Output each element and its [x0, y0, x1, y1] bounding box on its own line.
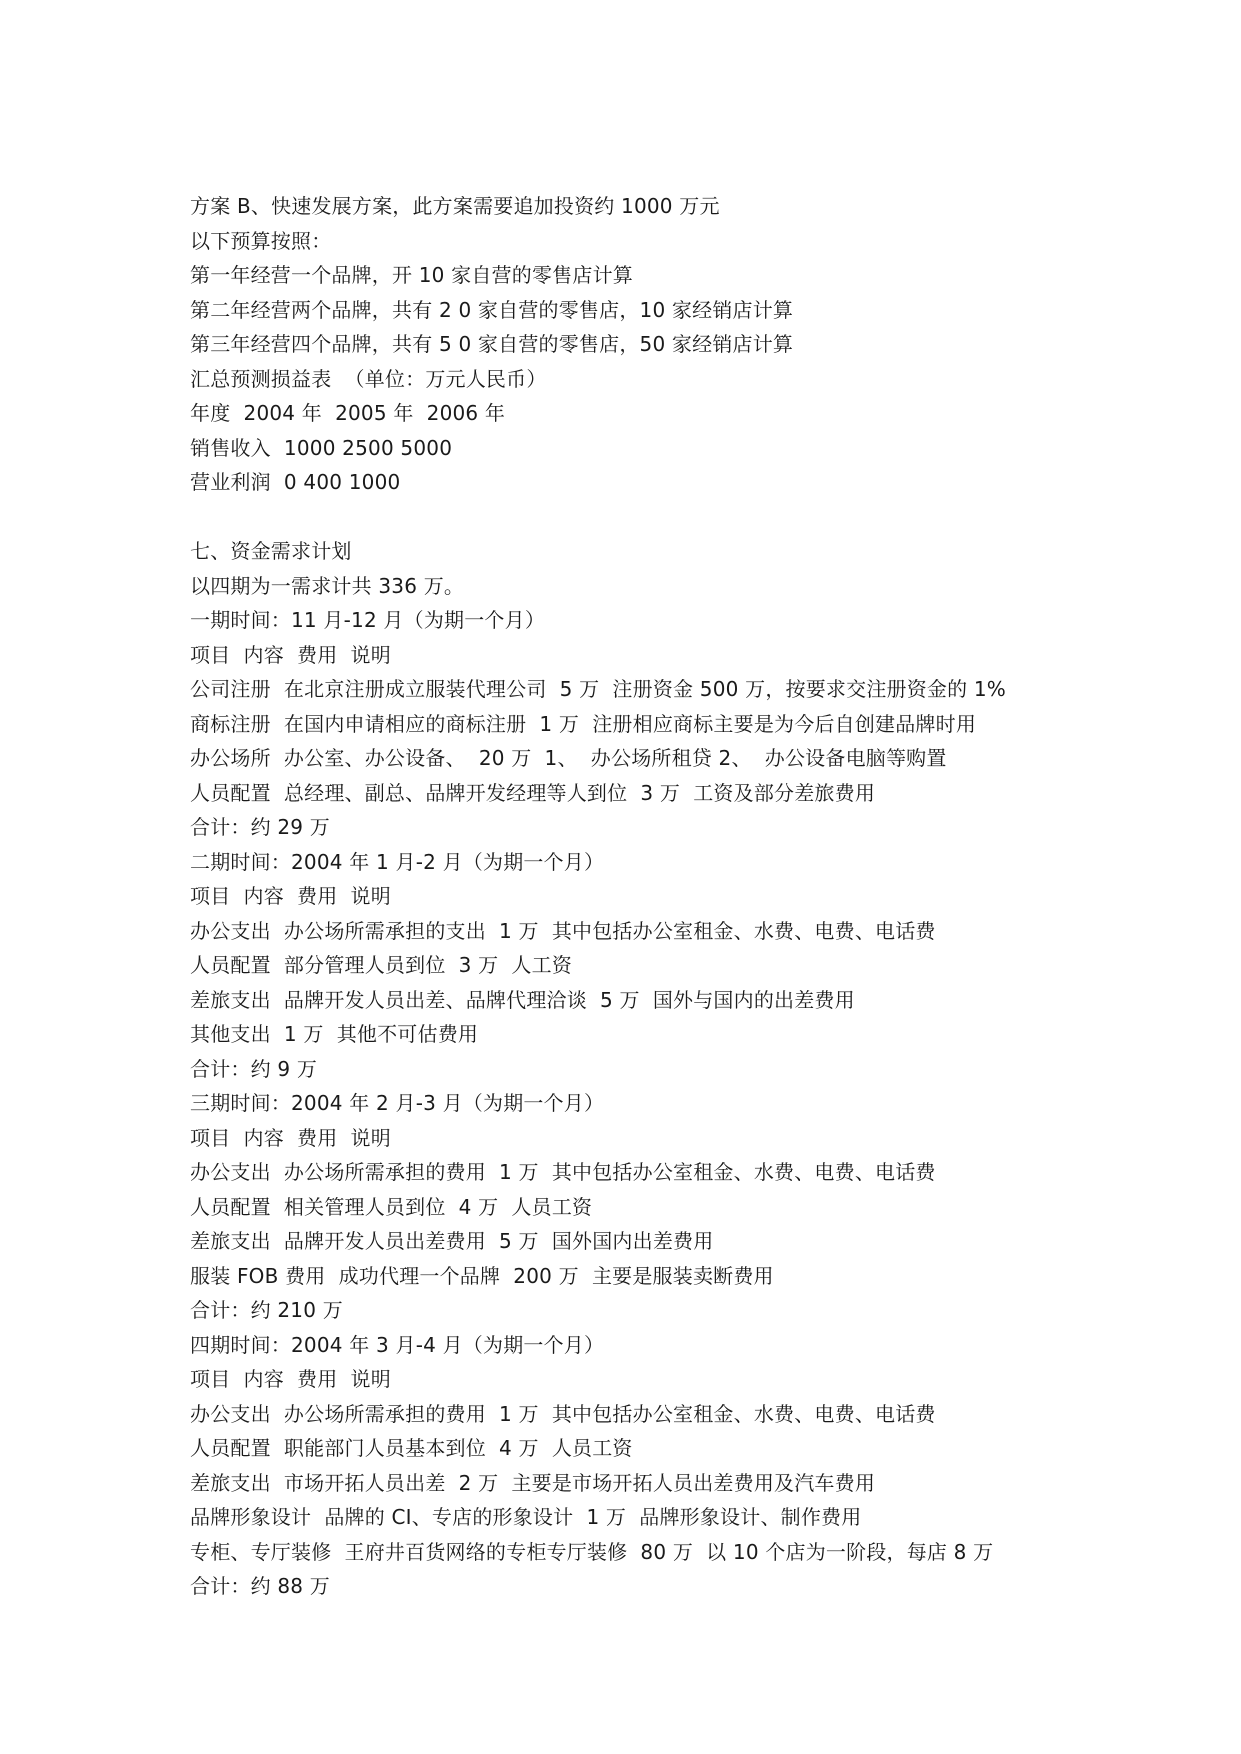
text-line: 合计：约 9 万: [190, 1056, 318, 1081]
text-line: 办公支出 办公场所需承担的费用 1 万 其中包括办公室租金、水费、电费、电话费: [190, 1401, 936, 1426]
text-line: 人员配置 相关管理人员到位 4 万 人员工资: [190, 1194, 593, 1219]
budget-section: [190, 189, 1190, 500]
document-body: [190, 189, 1190, 1604]
text-line: 一期时间：11 月-12 月（为期一个月）: [190, 608, 546, 632]
text-line: 汇总预测损益表 （单位：万元人民币）: [190, 366, 547, 391]
text-line: 差旅支出 市场开拓人员出差 2 万 主要是市场开拓人员出差费用及汽车费用: [190, 1470, 876, 1495]
text-line: 项目 内容 费用 说明: [190, 1125, 391, 1150]
text-line: 项目 内容 费用 说明: [190, 642, 391, 667]
text-line: 人员配置 总经理、副总、品牌开发经理等人到位 3 万 工资及部分差旅费用: [190, 780, 876, 805]
text-line: 差旅支出 品牌开发人员出差费用 5 万 国外国内出差费用: [190, 1229, 714, 1253]
section-heading: 七、资金需求计划: [190, 539, 352, 563]
text-line: 第二年经营两个品牌，共有 2 0 家自营的零售店，10 家经销店计算: [190, 297, 794, 322]
text-line: 方案 B、快速发展方案，此方案需要追加投资约 1000 万元: [190, 194, 720, 218]
text-line: 合计：约 88 万: [190, 1574, 330, 1598]
text-line: 销售收入 1000 2500 5000: [190, 435, 453, 460]
text-line: 公司注册 在北京注册成立服装代理公司 5 万 注册资金 500 万，按要求交注册资金的 1%: [190, 677, 1007, 701]
paragraph-gap: [190, 500, 1190, 535]
text-line: 商标注册 在国内申请相应的商标注册 1 万 注册相应商标主要是为今后自创建品牌时用: [190, 711, 977, 736]
text-line: 二期时间：2004 年 1 月-2 月（为期一个月）: [190, 849, 605, 874]
text-line: 品牌形象设计 品牌的 CI、专店的形象设计 1 万 品牌形象设计、制作费用: [190, 1505, 862, 1529]
text-line: 项目 内容 费用 说明: [190, 1367, 391, 1391]
text-line: 人员配置 部分管理人员到位 3 万 人工资: [190, 953, 573, 977]
text-line: 办公支出 办公场所需承担的费用 1 万 其中包括办公室租金、水费、电费、电话费: [190, 1160, 936, 1184]
text-line: 人员配置 职能部门人员基本到位 4 万 人员工资: [190, 1436, 633, 1460]
text-line: 四期时间：2004 年 3 月-4 月（为期一个月）: [190, 1332, 605, 1357]
text-line: 以下预算按照：: [190, 228, 332, 253]
text-line: 三期时间：2004 年 2 月-3 月（为期一个月）: [190, 1091, 605, 1115]
text-line: 服装 FOB 费用 成功代理一个品牌 200 万 主要是服装卖断费用: [190, 1263, 774, 1288]
text-line: 第一年经营一个品牌，开 10 家自营的零售店计算: [190, 263, 633, 287]
funding-plan-section: [190, 534, 1190, 1604]
text-line: 年度 2004 年 2005 年 2006 年: [190, 401, 506, 425]
text-line: 专柜、专厅装修 王府井百货网络的专柜专厅装修 80 万 以 10 个店为一阶段，每店 8 万: [190, 1539, 994, 1564]
text-line: 办公支出 办公场所需承担的支出 1 万 其中包括办公室租金、水费、电费、电话费: [190, 918, 936, 943]
text-line: 以四期为一需求计共 336 万。: [190, 573, 465, 598]
text-line: 办公场所 办公室、办公设备、 20 万 1、 办公场所租贷 2、 办公设备电脑等购置: [190, 746, 947, 770]
text-line: 其他支出 1 万 其他不可估费用: [190, 1022, 479, 1046]
text-line: 营业利润 0 400 1000: [190, 470, 401, 494]
text-line: 合计：约 210 万: [190, 1298, 343, 1322]
text-line: 项目 内容 费用 说明: [190, 884, 391, 908]
text-line: 合计：约 29 万: [190, 815, 330, 839]
text-line: 差旅支出 品牌开发人员出差、品牌代理洽谈 5 万 国外与国内的出差费用: [190, 987, 855, 1012]
text-line: 第三年经营四个品牌，共有 5 0 家自营的零售店，50 家经销店计算: [190, 332, 794, 356]
